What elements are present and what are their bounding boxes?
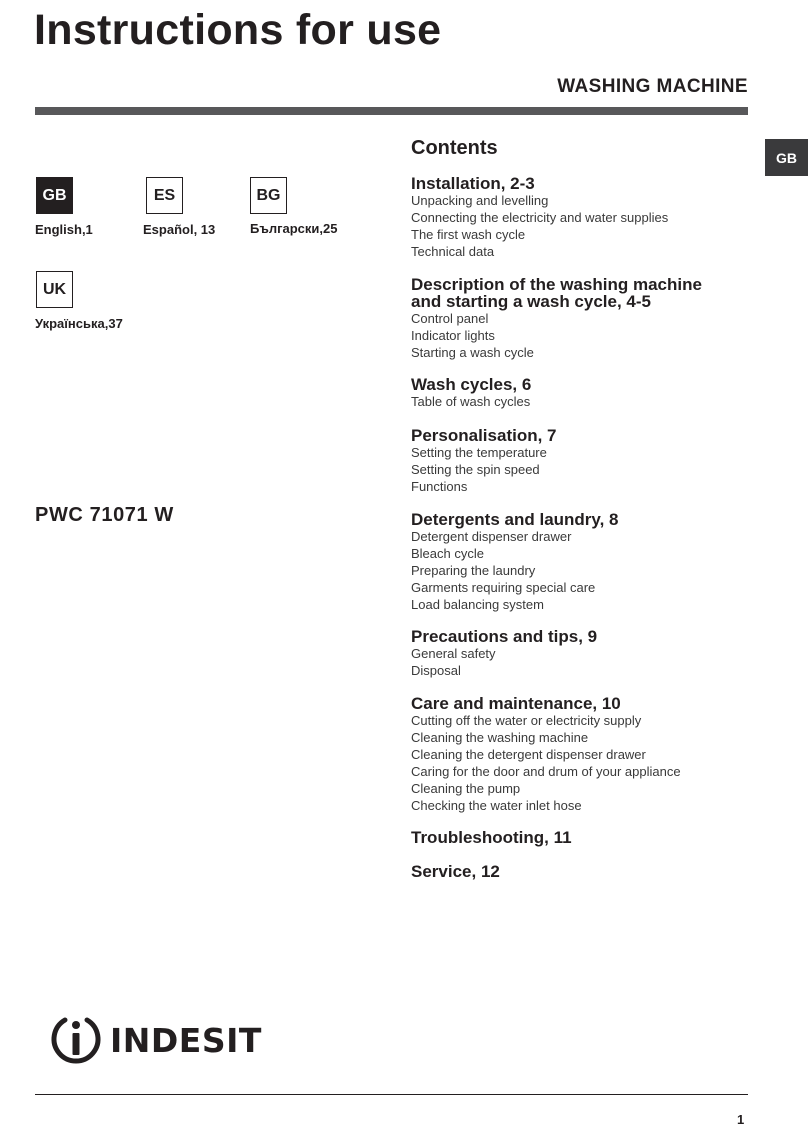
language-label-espanol[interactable]: Español, 13 xyxy=(143,222,216,237)
toc-item[interactable]: Preparing the laundry xyxy=(411,563,536,578)
toc-section-title[interactable]: Care and maintenance, 10 xyxy=(411,694,621,713)
contents-heading: Contents xyxy=(411,137,498,159)
brand-logo xyxy=(48,1012,262,1068)
toc-section-description[interactable] xyxy=(411,276,771,361)
toc-section-precautions[interactable] xyxy=(411,628,771,679)
toc-section-detergents[interactable] xyxy=(411,511,771,613)
toc-item[interactable]: Unpacking and levelling xyxy=(411,193,549,208)
toc-item[interactable]: Load balancing system xyxy=(411,597,544,612)
toc-section-title[interactable]: Installation, 2-3 xyxy=(411,174,535,193)
toc-section-installation[interactable] xyxy=(411,175,771,260)
language-box-gb[interactable]: GB xyxy=(36,177,73,214)
language-side-tab[interactable]: GB xyxy=(765,139,808,176)
toc-section-title[interactable]: Personalisation, 7 xyxy=(411,426,557,445)
toc-item[interactable]: Garments requiring special care xyxy=(411,580,596,595)
toc-section-wash-cycles[interactable] xyxy=(411,376,771,410)
toc-section-title-line2[interactable]: and starting a wash cycle, 4-5 xyxy=(411,292,651,311)
toc-item[interactable]: The first wash cycle xyxy=(411,227,526,242)
language-label-english[interactable]: English,1 xyxy=(35,222,93,237)
toc-section-title[interactable]: Troubleshooting, 11 xyxy=(411,828,572,847)
toc-item[interactable]: Cleaning the washing machine xyxy=(411,730,589,745)
model-number: PWC 71071 W xyxy=(35,504,174,526)
language-box-uk[interactable]: UK xyxy=(36,271,73,308)
toc-item[interactable]: Technical data xyxy=(411,244,495,259)
toc-section-personalisation[interactable] xyxy=(411,427,771,495)
toc-section-service[interactable] xyxy=(411,863,771,880)
language-box-bg[interactable]: BG xyxy=(250,177,287,214)
toc-item[interactable]: Setting the spin speed xyxy=(411,462,540,477)
page-number: 1 xyxy=(737,1112,745,1127)
toc-section-title[interactable]: Detergents and laundry, 8 xyxy=(411,510,619,529)
toc-item[interactable]: Cutting off the water or electricity supply xyxy=(411,713,642,728)
toc-item[interactable]: Control panel xyxy=(411,311,489,326)
indesit-logo-icon xyxy=(48,1012,104,1068)
toc-item[interactable]: Bleach cycle xyxy=(411,546,484,561)
toc-item[interactable]: Functions xyxy=(411,479,468,494)
toc-item[interactable]: Cleaning the pump xyxy=(411,781,521,796)
brand-logo-text: INDESIT xyxy=(110,1020,262,1060)
toc-section-title[interactable]: Description of the washing machine xyxy=(411,275,702,294)
header-rule xyxy=(35,107,748,115)
toc-section-title[interactable]: Service, 12 xyxy=(411,862,500,881)
toc-section-title[interactable]: Wash cycles, 6 xyxy=(411,375,532,394)
toc-item[interactable]: Starting a wash cycle xyxy=(411,345,534,360)
product-type: WASHING MACHINE xyxy=(557,76,748,97)
toc-item[interactable]: Caring for the door and drum of your appliance xyxy=(411,764,681,779)
toc-item[interactable]: Connecting the electricity and water supplies xyxy=(411,210,669,225)
toc-item[interactable]: Checking the water inlet hose xyxy=(411,798,582,813)
toc-item[interactable]: Cleaning the detergent dispenser drawer xyxy=(411,747,646,762)
toc-item[interactable]: Detergent dispenser drawer xyxy=(411,529,572,544)
page-title: Instructions for use xyxy=(34,6,442,54)
toc-section-troubleshooting[interactable] xyxy=(411,829,771,846)
toc-item[interactable]: Setting the temperature xyxy=(411,445,547,460)
footer-rule xyxy=(35,1094,748,1095)
toc-item[interactable]: General safety xyxy=(411,646,496,661)
toc-item[interactable]: Indicator lights xyxy=(411,328,495,343)
toc-section-care[interactable] xyxy=(411,695,771,814)
language-box-es[interactable]: ES xyxy=(146,177,183,214)
toc-item[interactable]: Table of wash cycles xyxy=(411,394,531,409)
toc-item[interactable]: Disposal xyxy=(411,663,461,678)
toc-section-title[interactable]: Precautions and tips, 9 xyxy=(411,627,598,646)
language-label-ukrainian[interactable]: Українська,37 xyxy=(35,316,123,331)
language-label-bulgarian[interactable]: Български,25 xyxy=(250,221,338,236)
